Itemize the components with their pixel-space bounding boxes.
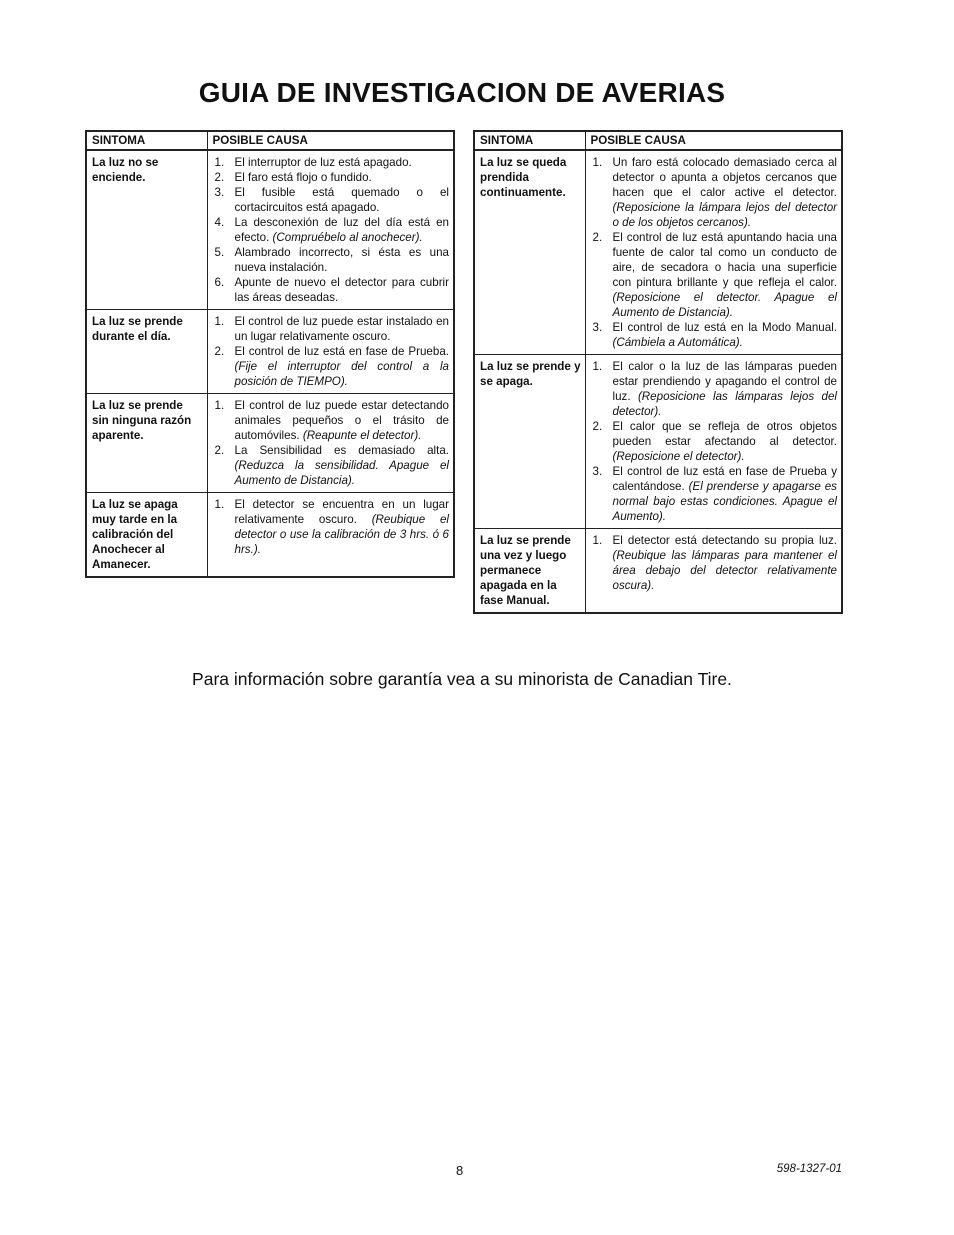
cause-number: 2.: [592, 420, 603, 433]
cause-text: El control de luz puede estar detectando animales pequeños o el trásito de automóviles.: [234, 399, 449, 442]
cause-remedy-note: (Reubique las lámparas para mantener el área debajo del detector relativamente oscura).: [612, 549, 837, 592]
table-row: [86, 310, 454, 394]
cause-cell: [207, 493, 454, 578]
cause-remedy-note: (Reposicione el detector).: [612, 450, 745, 463]
cause-text: El calor que se refleja de otros objetos pueden estar afectando al detector.: [612, 420, 837, 448]
cause-number: 2.: [592, 231, 603, 244]
warranty-note: Para información sobre garantía vea a su minorista de Canadian Tire.: [192, 669, 732, 689]
cause-item: [591, 320, 838, 350]
cause-text: Alambrado incorrecto, si ésta es una nueva instalación.: [234, 246, 449, 274]
cause-item: [213, 245, 450, 275]
cause-item: [213, 185, 450, 215]
cause-cell: [585, 529, 842, 614]
table-row: [474, 150, 842, 355]
cause-list: [591, 359, 838, 524]
cause-item: [213, 344, 450, 389]
cause-item: [591, 230, 838, 320]
cause-number: 1.: [592, 534, 603, 547]
cause-text: El control de luz está en fase de Prueba y calentándose.: [612, 465, 837, 493]
cause-item: [591, 155, 838, 230]
cause-remedy-note: (Reposicione las lámparas lejos del detector).: [612, 390, 837, 418]
cause-number: 1.: [592, 156, 603, 169]
cause-text: El control de luz puede estar instalado en un lugar relativamente oscuro.: [234, 315, 449, 343]
cause-remedy-note: (Reapunte el detector).: [302, 429, 422, 442]
cause-text: Apunte de nuevo el detector para cubrir las áreas deseadas.: [234, 276, 449, 304]
cause-item: [213, 398, 450, 443]
table-row: [474, 529, 842, 614]
cause-item: [213, 275, 450, 305]
symptom-cell: La luz se queda prendida continuamente.: [474, 150, 585, 355]
cause-cell: [207, 310, 454, 394]
cause-text: El detector está detectando su propia luz.: [612, 534, 837, 547]
troubleshooting-table-right: [473, 130, 843, 614]
table-header-row: [86, 131, 454, 150]
cause-number: 2.: [214, 345, 225, 358]
cause-cell: [207, 394, 454, 493]
cause-text: La Sensibilidad es demasiado alta.: [234, 444, 449, 457]
cause-number: 1.: [214, 315, 225, 328]
table-row: [86, 493, 454, 578]
cause-number: 1.: [214, 399, 225, 412]
cause-list: [591, 155, 838, 350]
cause-text: El interruptor de luz está apagado.: [234, 156, 412, 169]
cause-list: [591, 533, 838, 593]
cause-remedy-note: (El prenderse y apagarse es normal bajo estas condiciones. Apague el Aumento).: [612, 480, 837, 523]
cause-list: [213, 398, 450, 488]
cause-cell: [585, 150, 842, 355]
cause-number: 3.: [214, 186, 225, 199]
cause-number: 2.: [214, 171, 225, 184]
cause-remedy-note: (Reposicione la lámpara lejos del detector o de los objetos cercanos).: [612, 201, 837, 229]
cause-text: El fusible está quemado o el cortacircuitos está apagado.: [234, 186, 449, 214]
cause-number: 5.: [214, 246, 225, 259]
cause-list: [213, 155, 450, 305]
cause-text: El control de luz está apuntando hacia una fuente de calor tal como un conducto de aire, de secadora o hacia una superficie con pintura brillante y que refleja el calor.: [612, 231, 837, 289]
cause-item: [213, 314, 450, 344]
cause-number: 1.: [592, 360, 603, 373]
cause-remedy-note: (Cámbiela a Automática).: [612, 336, 743, 349]
cause-item: [591, 533, 838, 593]
cause-item: [591, 464, 838, 524]
cause-remedy-note: (Fije el interruptor del control a la posición de TIEMPO).: [234, 360, 449, 388]
document-number: 598-1327-01: [776, 1163, 842, 1175]
cause-text: El control de luz está en la Modo Manual.: [612, 321, 837, 334]
cause-cell: [207, 150, 454, 310]
cause-number: 1.: [214, 156, 225, 169]
cause-item: [213, 170, 450, 185]
cause-number: 2.: [214, 444, 225, 457]
cause-item: [213, 497, 450, 557]
header-cause: POSIBLE CAUSA: [207, 131, 454, 150]
troubleshooting-table-left: [85, 130, 455, 578]
cause-text: El detector se encuentra en un lugar relativamente oscuro.: [234, 498, 449, 526]
page-title: GUIA DE INVESTIGACION DE AVERIAS: [198, 77, 726, 108]
cause-list: [213, 314, 450, 389]
cause-text: El faro está flojo o fundido.: [234, 171, 372, 184]
cause-item: [591, 359, 838, 419]
cause-number: 3.: [592, 465, 603, 478]
header-symptom: SINTOMA: [86, 131, 207, 150]
cause-cell: [585, 355, 842, 529]
header-symptom: SINTOMA: [474, 131, 585, 150]
cause-remedy-note: (Reposicione el detector. Apague el Aumento de Distancia).: [612, 291, 837, 319]
cause-list: [213, 497, 450, 557]
cause-text: El control de luz está en fase de Prueba.: [234, 345, 449, 358]
symptom-cell: La luz se prende sin ninguna razón aparente.: [86, 394, 207, 493]
symptom-cell: La luz se prende y se apaga.: [474, 355, 585, 529]
table-row: [86, 150, 454, 310]
cause-number: 1.: [214, 498, 225, 511]
cause-remedy-note: (Reduzca la sensibilidad. Apague el Aumento de Distancia).: [234, 459, 449, 487]
table-row: [86, 394, 454, 493]
symptom-cell: La luz no se enciende.: [86, 150, 207, 310]
cause-text: La desconexión de luz del día está en efecto.: [234, 216, 449, 244]
cause-text: El calor o la luz de las lámparas pueden estar prendiendo y apagando el control de luz.: [612, 360, 837, 403]
symptom-cell: La luz se apaga muy tarde en la calibración del Anochecer al Amanecer.: [86, 493, 207, 578]
cause-item: [213, 443, 450, 488]
cause-item: [213, 155, 450, 170]
table-row: [474, 355, 842, 529]
page-number: 8: [456, 1163, 464, 1178]
cause-text: Un faro está colocado demasiado cerca al detector o apunta a objetos cercanos que hacen que el calor active el detector.: [612, 156, 837, 199]
table-header-row: [474, 131, 842, 150]
cause-number: 4.: [214, 216, 225, 229]
symptom-cell: La luz se prende durante el día.: [86, 310, 207, 394]
header-cause: POSIBLE CAUSA: [585, 131, 842, 150]
cause-remedy-note: (Reubique el detector o use la calibración de 3 hrs. ó 6 hrs.).: [234, 513, 449, 556]
symptom-cell: La luz se prende una vez y luego permanece apagada en la fase Manual.: [474, 529, 585, 614]
cause-item: [591, 419, 838, 464]
cause-number: 6.: [214, 276, 225, 289]
cause-remedy-note: (Compruébelo al anochecer).: [272, 231, 423, 244]
cause-number: 3.: [592, 321, 603, 334]
cause-item: [213, 215, 450, 245]
